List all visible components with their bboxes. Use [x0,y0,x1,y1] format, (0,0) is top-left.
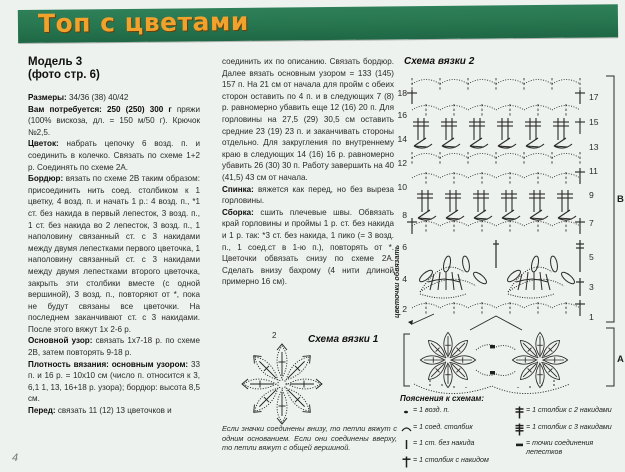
legend-item-single-crochet [400,439,505,450]
label-assembly: Сборка: [222,207,254,217]
label-front: Перед: [28,406,56,416]
schema1-row-marker: 2 [272,331,277,340]
model-heading-line1: Модель 3 [28,56,83,68]
legend-label-single-crochet: = 1 ст. без накида [413,439,475,447]
chain-stitch-dot-icon [400,406,413,417]
paragraph-materials [28,104,200,139]
legend-title: Пояснения к схемам: [400,394,485,403]
legend-column-2 [513,406,618,472]
schema2-vertical-label: цветочки обвязать [392,245,401,318]
row-number-11: 11 [589,166,598,176]
double-crochet-cross-icon [400,456,413,467]
text-continued: соединить их по описанию. Связать бордюр. Далее вязать основным узором = 133 (145) 157 п. На 21 см от начала для пройм с обеих сторон оставить по 4 п. и в следующих 7 (8) р. равномерно убавить еще 12 (16) 20 п. Для горловины на 27,5 (29) 30,5 см оставить средние 23 (19) 23 п. и заканчивать стороны отдельно. Для закругления по внутреннему краю в следующих 14 (16) 16 р. равномерно убавить 26 (30) 30 п. Работу завершить на 40 (41,5) 43 см от начала. [222,57,394,182]
row-number-16: 16 [397,110,407,120]
model-heading-line2: (фото стр. 6) [28,69,100,81]
text-main-pattern: связать 1х7-18 р. по схеме 2В, затем повторять 9-18 р. [28,336,200,358]
paragraph-flower [28,138,200,173]
middle-column [222,56,394,288]
legend [400,394,622,472]
row-number-5: 5 [589,252,594,262]
text-materials: пряжи (100% вискоза, дл. = 150 м/50 г). Крючок №2,5. [28,104,200,137]
schema1-flower-diagram [222,340,342,425]
paragraph-back [222,184,394,207]
schema2-chart-svg [397,68,625,388]
value-materials: 250 (250) 300 г [101,104,172,114]
row-number-1: 1 [589,312,594,322]
left-column [28,56,200,417]
text-sizes: 34/36 (38) 40/42 [66,93,129,102]
text-flower: набрать цепочку 6 возд. п. и соединить в колечко. Связать по схеме 1+2 р. Соединять по схеме 2А. [28,139,200,172]
legend-label-chain-stitch: = 1 возд. п. [413,406,450,414]
treble-crochet-three-bars-icon [513,423,526,434]
schema2-title: Схема вязки 2 [404,56,475,67]
legend-item-treble-three [513,423,618,434]
paragraph-continued [222,56,394,184]
paragraph-border [28,173,200,335]
paragraph-gauge [28,359,200,405]
row-number-9: 9 [589,190,594,200]
legend-label-join-point: = точки соединения лепестков [526,439,594,456]
legend-item-chain-stitch [400,406,505,417]
text-back: вяжется как перед, но без выреза горловины. [222,184,394,206]
legend-item-treble-two [513,406,618,417]
label-main-pattern: Основной узор: [28,336,93,346]
label-flower: Цветок: [28,139,59,149]
schema1-title: Схема вязки 1 [308,334,379,345]
row-number-6: 6 [402,242,407,252]
legend-column-1 [400,406,505,472]
legend-label-double-crochet: = 1 столбик с накидом [413,455,489,464]
bracket-label-B: B [617,194,624,205]
bracket-A [606,328,614,386]
label-materials: Вам потребуется: [28,104,102,114]
row-number-17: 17 [589,92,599,102]
schema2-chart [397,68,625,388]
text-border: вязать по схеме 2В таким образом: присоединить нить соед. столбиком к 1 цветку, 4 возд. п. и начать 1 р.: 4 возд. п., *1 ст. без накида в первый лепесток, 3 возд. п., 1 ст. без накида во 2 лепесток, 3 возд. п., 1 наполовину связанный ст. с 3 накидами между двумя лепестками первого цветочка, 1 наполовину связанный ст. с 3 накидами между двумя лепестками второго цветочка, закрыть эти столбики вместе (с одной вершиной), 3 возд. п., повторяют от *, пока не будут связаны все цветочки. На последнем заканчивают ст. с 3 накидами. После этого вяжут 1х 2-6 р. [28,174,200,334]
model-heading [28,56,200,82]
paragraph-front [28,405,200,417]
row-number-2: 2 [402,304,407,314]
row-number-12: 12 [397,158,407,168]
page-title: Топ с цветами [37,6,249,38]
row-number-14: 14 [397,134,407,144]
row-number-18: 18 [397,88,407,98]
row-number-13: 13 [589,142,599,152]
bracket-B [606,76,614,322]
row-number-7: 7 [589,218,594,228]
row-number-15: 15 [589,117,599,127]
bracket-label-A: A [617,354,624,365]
legend-label-treble-three: = 1 столбик с 3 накидами [526,422,612,431]
row-number-8: 8 [402,210,407,220]
slip-stitch-arc-icon [400,423,413,434]
paragraph-sizes [28,92,200,104]
legend-item-double-crochet [400,456,505,467]
row-number-4: 4 [402,274,407,284]
row-number-3: 3 [589,282,594,292]
legend-item-slip-stitch [400,423,505,434]
text-gauge: 33 п. и 16 р. = 10х10 см (число п. относится к 3, 6,1 1, 13, 16+18 р. узора); бордюр: высота 8,5 см. [28,359,200,404]
flower-diagram-svg [222,340,342,425]
text-assembly: сшить плечевые швы. Обвязать край горловины и проймы 1 р. ст. без накида и 1 р. так: *3 ст. без накида, 1 пико (= 3 возд. п., 1 соед.ст в 1-ю п.), повторять от *. Цветочки обвязать снизу по схеме 2А. Сделать внизу бахрому (4 нити длиной примерно 16 см). [222,207,394,287]
page-number: 4 [12,452,19,464]
schema1-caption: Если значки соединены внизу, то петли вяжут с одним основанием. Если они соединены вверху, то петли вяжут с общей вершиной. [222,424,397,453]
label-border: Бордюр: [28,174,64,184]
join-point-dot-icon [513,439,526,450]
treble-crochet-two-bars-icon [513,406,526,417]
paragraph-assembly [222,207,394,288]
single-crochet-bar-icon [400,439,413,450]
legend-label-treble-two: = 1 столбик с 2 накидами [526,406,612,414]
label-gauge: Плотность вязания: основным узором: [28,359,189,369]
row-number-10: 10 [397,182,407,192]
legend-label-slip-stitch: = 1 соед. столбик [413,422,473,431]
legend-item-join-point [513,439,618,456]
label-sizes: Размеры: [28,93,67,102]
paragraph-main-pattern [28,335,200,358]
text-front: связать 11 (12) 13 цветочков и [55,406,172,416]
label-back: Спинка: [222,184,254,194]
